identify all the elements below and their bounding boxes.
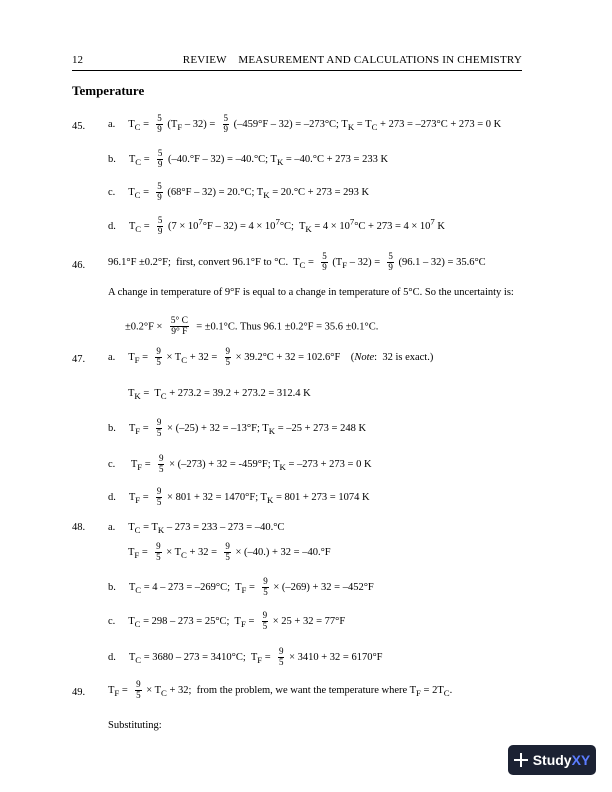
brand-xy: XY	[571, 752, 591, 768]
math-text: = –25 + 273 = 248 K	[275, 422, 367, 434]
problem-46-number: 46.	[72, 260, 86, 271]
math-sub: F	[135, 494, 141, 505]
fraction-denominator: 5	[156, 496, 162, 507]
math-text: × 39.2°C + 32 = 102.6°F (	[235, 351, 355, 363]
math-sub: K	[263, 189, 270, 200]
math-sub: C	[135, 223, 142, 234]
fraction-denominator: 5	[136, 689, 141, 700]
fraction-numerator: 9	[158, 453, 164, 463]
part-label: c.	[108, 615, 116, 627]
math-text: =	[305, 256, 317, 268]
problem-49-substituting: Substituting:	[108, 720, 162, 731]
math-sub: C	[135, 156, 142, 167]
math-text: =	[119, 684, 131, 696]
math-sub: K	[157, 525, 165, 536]
math-text: °C; T	[279, 220, 306, 232]
fraction-denominator: 5	[158, 463, 164, 474]
fraction-denominator: 9	[157, 123, 162, 134]
math-text: × T	[166, 351, 182, 363]
math-sub: K	[134, 391, 141, 402]
math-text: (T	[332, 256, 343, 268]
math-sub: F	[257, 654, 263, 665]
fraction	[387, 252, 394, 273]
problem-46-line1	[108, 252, 486, 273]
math-text: T	[128, 388, 135, 399]
problem-45b	[108, 149, 388, 170]
math-text: T	[128, 118, 135, 130]
part-label: b.	[108, 422, 116, 434]
math-text: T	[128, 651, 136, 663]
fraction-denominator: 5	[225, 551, 230, 562]
part-label: d.	[108, 651, 116, 663]
fraction	[157, 149, 164, 170]
fraction-numerator: 5	[223, 113, 229, 123]
math-text: = –273 + 273 = 0 K	[285, 458, 372, 470]
problem-48a-fahrenheit	[128, 542, 331, 563]
math-sub: C	[371, 121, 378, 132]
fraction	[170, 316, 189, 338]
fraction-numerator: 5	[157, 181, 162, 191]
fraction-numerator: 9	[156, 346, 161, 356]
math-text: × 801 + 32 = 1470°F; T	[167, 491, 267, 503]
part-label: d.	[108, 220, 116, 232]
problem-48c	[108, 611, 345, 632]
math-sup: 7	[349, 216, 355, 227]
math-sup: 7	[430, 216, 435, 227]
math-text: = 3680 – 273 = 3410°C; T	[141, 651, 258, 663]
math-text: = 4 – 273 = –269°C; T	[141, 581, 242, 593]
math-sub: K	[279, 461, 286, 472]
math-sub: C	[135, 654, 142, 665]
math-text: .	[449, 684, 453, 696]
fraction	[155, 347, 162, 368]
math-sub: K	[276, 156, 284, 167]
math-sub: C	[443, 687, 450, 698]
fraction-numerator: 9	[156, 417, 162, 427]
problem-45a	[108, 114, 501, 135]
fraction-denominator: 9	[388, 261, 393, 272]
fraction-numerator: 5° C	[170, 316, 188, 326]
math-text: ±0.2°F ×	[125, 321, 166, 333]
math-text: × (–273) + 32 = -459°F; T	[169, 458, 280, 470]
problem-48b	[108, 577, 374, 598]
fraction-numerator: 9	[136, 679, 141, 689]
math-text: = 298 – 273 = 25°C; T	[140, 615, 241, 627]
fraction-numerator: 5	[388, 251, 393, 261]
math-text: =	[141, 153, 153, 165]
math-text: T	[128, 581, 136, 593]
fraction	[156, 418, 163, 439]
fraction-denominator: 9	[157, 225, 163, 236]
math-text: + 32 =	[187, 351, 220, 363]
note-italic: Note	[354, 351, 375, 363]
fraction	[223, 114, 230, 135]
math-sub: F	[137, 461, 143, 472]
problem-47-number: 47.	[72, 354, 86, 365]
problem-45-number: 45.	[72, 121, 86, 132]
fraction-numerator: 9	[225, 541, 230, 551]
fraction-denominator: 9° F	[171, 327, 188, 338]
math-sub: C	[134, 189, 141, 200]
math-text: × (–40.) + 32 = –40.°F	[235, 546, 331, 558]
math-text: K	[434, 220, 446, 232]
part-label: b.	[108, 581, 116, 593]
problem-45d	[108, 216, 445, 237]
fraction	[156, 182, 163, 203]
fraction	[262, 611, 269, 632]
math-sub: C	[181, 549, 187, 560]
math-text: + 32; from the problem, we want the temperature where T	[166, 684, 417, 696]
math-text: T	[128, 153, 136, 165]
fraction	[155, 542, 162, 563]
fraction-denominator: 9	[157, 191, 162, 202]
math-text: = 801 + 273 = 1074 K	[273, 491, 370, 503]
fraction-denominator: 5	[278, 656, 284, 667]
math-text: °F – 32) = 4 × 10	[202, 220, 276, 232]
math-text: × T	[146, 684, 161, 696]
studyxy-logo-badge[interactable]	[508, 745, 596, 775]
math-text: = T	[354, 118, 372, 130]
math-sub: F	[241, 584, 247, 595]
part-label: a.	[108, 351, 116, 363]
part-label: d.	[108, 491, 116, 503]
math-text: T	[128, 615, 135, 627]
math-text: T	[130, 458, 138, 470]
math-sub: K	[266, 494, 274, 505]
math-sub: C	[134, 525, 141, 536]
fraction	[156, 487, 163, 508]
math-text: T	[128, 186, 135, 198]
fraction	[158, 454, 165, 475]
math-text: T	[128, 546, 135, 558]
math-text: (–40.°F – 32) = –40.°C; T	[168, 153, 277, 165]
math-text: 96.1°F ±0.2°F; first, convert 96.1°F to °C. T	[108, 256, 300, 268]
math-text: =	[262, 651, 274, 663]
fraction-numerator: 9	[263, 576, 268, 586]
problem-46-uncertainty	[125, 316, 378, 338]
part-label: c.	[108, 186, 116, 198]
math-text: (68°F – 32) = 20.°C; T	[167, 186, 264, 198]
page-header	[72, 54, 522, 71]
fraction	[278, 647, 285, 668]
problem-47c	[108, 454, 372, 475]
math-sub: K	[347, 121, 355, 132]
fraction-numerator: 5	[157, 113, 162, 123]
fraction-denominator: 5	[225, 356, 231, 367]
math-sub: C	[181, 354, 188, 365]
math-sup: 7	[275, 216, 280, 227]
math-text: =	[245, 615, 257, 627]
fraction-numerator: 5	[157, 148, 163, 158]
math-text: T	[128, 220, 136, 232]
math-sub: F	[134, 549, 140, 560]
plus-icon	[514, 753, 528, 767]
problem-49-line1	[108, 680, 452, 701]
math-sub: C	[160, 391, 167, 402]
fraction-denominator: 5	[156, 356, 161, 367]
math-sub: K	[268, 425, 276, 436]
fraction	[321, 252, 328, 273]
brand-study: Study	[532, 752, 572, 768]
fraction-denominator: 9	[157, 158, 163, 169]
problem-45c	[108, 182, 369, 203]
fraction-numerator: 9	[156, 541, 161, 551]
math-sub: C	[135, 584, 142, 595]
math-sub: C	[134, 618, 141, 629]
fraction	[135, 680, 142, 701]
part-label: a.	[108, 522, 116, 533]
math-sub: C	[299, 259, 306, 270]
problem-48-number: 48.	[72, 522, 86, 533]
fraction-numerator: 5	[322, 251, 327, 261]
problem-46-paragraph: A change in temperature of 9°F is equal to a change in temperature of 5°C. So the uncertainty is:	[108, 287, 514, 298]
math-sub: F	[177, 121, 183, 132]
part-label: c.	[108, 458, 116, 470]
fraction	[157, 216, 164, 237]
problem-49-number: 49.	[72, 687, 86, 698]
math-text: + 273.2 = 39.2 + 273.2 = 312.4 K	[166, 388, 311, 399]
math-text: = 20.°C + 273 = 293 K	[269, 186, 370, 198]
problem-47d	[108, 487, 370, 508]
problem-47a-kelvin	[128, 389, 311, 401]
part-label: a.	[108, 118, 116, 130]
math-text: T	[128, 422, 136, 434]
fraction-denominator: 5	[156, 427, 162, 438]
math-text: (96.1 – 32) = 35.6°C	[398, 256, 486, 268]
math-text: = 2T	[420, 684, 444, 696]
fraction-numerator: 9	[262, 610, 268, 620]
math-text: =	[139, 351, 151, 363]
math-text: = T	[140, 388, 161, 399]
math-text: T	[108, 684, 115, 696]
math-text: × (–25) + 32 = –13°F; T	[167, 422, 269, 434]
math-text: =	[140, 422, 152, 434]
math-text: × T	[166, 546, 181, 558]
math-text: =	[246, 581, 258, 593]
math-text: – 32) =	[182, 118, 218, 130]
math-text: T	[128, 522, 135, 533]
problem-47b	[108, 418, 366, 439]
math-text: : 32 is exact.)	[374, 351, 434, 363]
math-text: (T	[167, 118, 178, 130]
fraction	[225, 347, 232, 368]
math-sub: F	[342, 259, 348, 270]
math-text: =	[139, 546, 151, 558]
math-text: = ±0.1°C. Thus 96.1 ±0.2°F = 35.6 ±0.1°C.	[193, 321, 379, 333]
math-text: T	[128, 491, 136, 503]
fraction-denominator: 5	[156, 551, 161, 562]
math-sub: F	[135, 425, 141, 436]
math-text: =	[140, 118, 152, 130]
fraction-denominator: 9	[322, 261, 327, 272]
math-sub: C	[161, 687, 167, 698]
running-header-title: REVIEW MEASUREMENT AND CALCULATIONS IN CHEMISTRY	[182, 54, 522, 66]
math-text: = 4 × 10	[311, 220, 350, 232]
math-text: °C + 273 = 4 × 10	[354, 220, 431, 232]
fraction-denominator: 5	[263, 586, 268, 597]
math-sub: F	[134, 354, 140, 365]
math-text: + 273 = –273°C + 273 = 0 K	[377, 118, 502, 130]
fraction	[224, 542, 231, 563]
math-text: =	[142, 458, 154, 470]
fraction	[156, 114, 163, 135]
fraction	[262, 577, 269, 598]
fraction-numerator: 9	[156, 486, 162, 496]
math-sub: K	[305, 223, 312, 234]
math-text: + 32 =	[186, 546, 220, 558]
problem-48d	[108, 647, 383, 668]
math-text: = –40.°C + 273 = 233 K	[283, 153, 389, 165]
fraction-denominator: 5	[262, 620, 268, 631]
math-sub: C	[134, 121, 141, 132]
fraction-numerator: 9	[278, 646, 284, 656]
fraction-denominator: 9	[223, 123, 229, 134]
fraction-numerator: 9	[225, 346, 231, 356]
section-title: Temperature	[72, 83, 145, 98]
math-sub: F	[416, 687, 421, 698]
math-text: =	[141, 220, 153, 232]
math-text: – 273 = 233 – 273 = –40.°C	[164, 522, 285, 533]
math-text: × 25 + 32 = 77°F	[272, 615, 346, 627]
math-text: (–459°F – 32) = –273°C; T	[233, 118, 348, 130]
part-label: b.	[108, 153, 116, 165]
math-text: = T	[140, 522, 158, 533]
math-text: =	[140, 186, 152, 198]
page-number: 12	[72, 54, 83, 66]
math-sub: F	[240, 618, 246, 629]
math-text: =	[140, 491, 152, 503]
math-text: × (–269) + 32 = –452°F	[273, 581, 374, 593]
math-text: T	[128, 351, 135, 363]
math-text: × 3410 + 32 = 6170°F	[289, 651, 383, 663]
math-sup: 7	[198, 216, 203, 227]
problem-48a	[108, 523, 284, 535]
problem-47a	[108, 347, 433, 368]
math-sub: F	[114, 687, 120, 698]
math-text: (7 × 10	[168, 220, 199, 232]
math-text: – 32) =	[347, 256, 383, 268]
fraction-numerator: 5	[157, 215, 163, 225]
